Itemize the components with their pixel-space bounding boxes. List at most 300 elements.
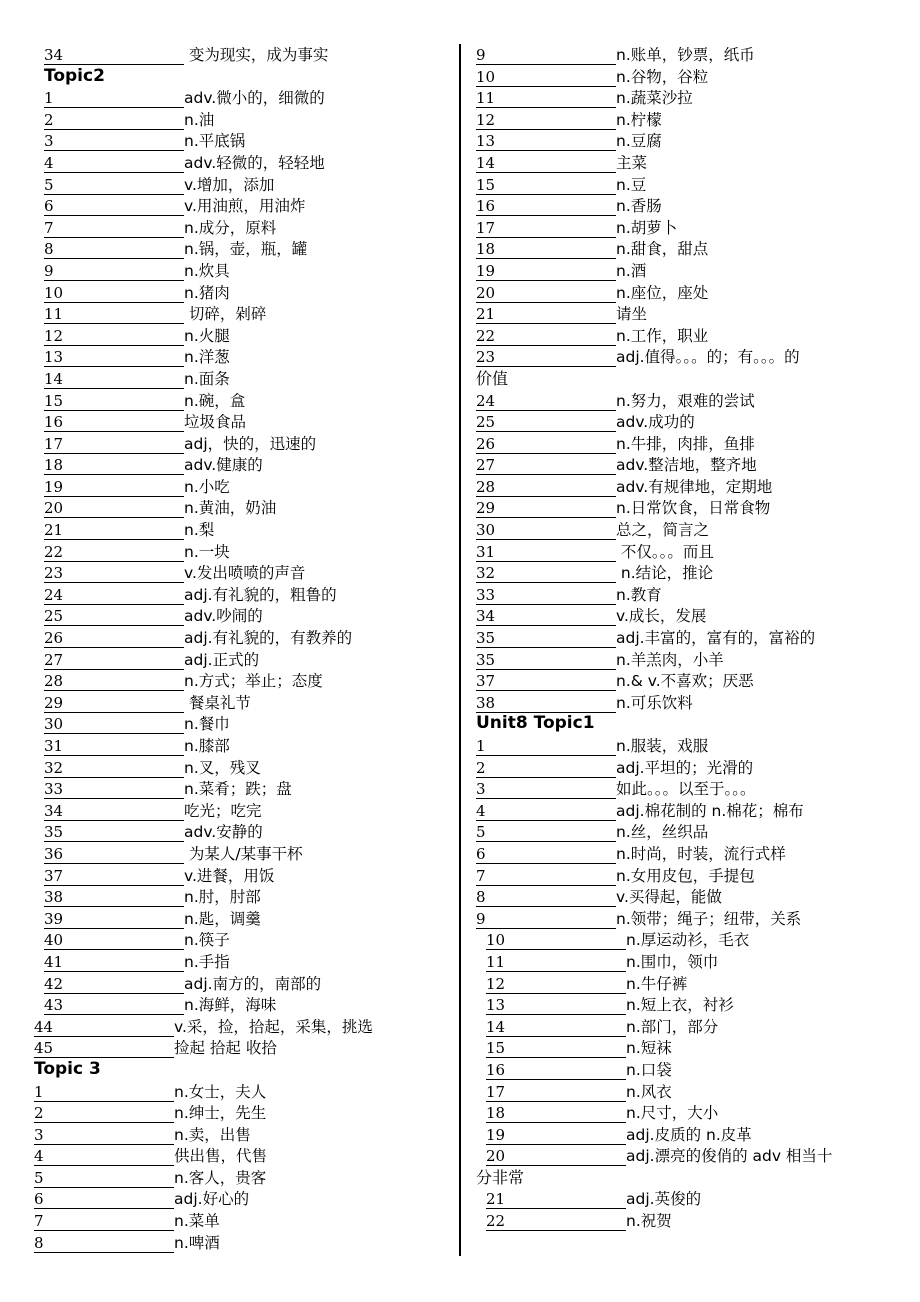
item-meaning: n.围巾，领巾	[626, 952, 719, 971]
item-meaning: n.可乐饮料	[616, 693, 693, 712]
item-number-blank: 5	[476, 824, 616, 842]
item-meaning: n.锅，壶，瓶，罐	[184, 240, 308, 259]
item-meaning: adj.棉花制的 n.棉花；棉布	[616, 801, 804, 820]
vocab-item	[476, 605, 876, 627]
vocab-item	[476, 886, 876, 908]
item-number-blank: 31	[44, 738, 184, 756]
item-number-blank: 1	[34, 1084, 174, 1102]
item-number-blank: 40	[44, 932, 184, 950]
vocab-item	[44, 238, 439, 260]
item-number-blank: 16	[44, 414, 184, 432]
vocab-item	[44, 627, 439, 649]
item-meaning: n.火腿	[184, 326, 230, 345]
item-meaning: n.方式；举止；态度	[184, 672, 323, 691]
item-meaning: n.领带；绳子；纽带，关系	[616, 909, 802, 928]
vocab-item	[34, 1210, 429, 1232]
vocab-item	[44, 670, 439, 692]
vocab-item	[476, 800, 876, 822]
item-number-blank: 4	[44, 155, 184, 173]
item-meaning: n.绅士，先生	[174, 1104, 267, 1123]
item-meaning: n.账单，钞票，纸币	[616, 46, 755, 64]
item-meaning: n.客人，贵客	[174, 1168, 267, 1187]
vocab-item	[34, 1037, 429, 1059]
item-meaning: n.成分，原料	[184, 218, 277, 237]
item-number-blank: 37	[476, 673, 616, 691]
item-number-blank: 30	[44, 716, 184, 734]
vocab-item	[44, 195, 439, 217]
item-meaning: n.短袜	[626, 1039, 672, 1058]
item-number-blank: 21	[44, 522, 184, 540]
item-number-blank: 6	[476, 846, 616, 864]
item-meaning: adv.安静的	[184, 823, 263, 842]
item-number-blank: 6	[34, 1191, 174, 1209]
item-number-blank: 30	[476, 522, 616, 540]
item-number-blank: 5	[44, 177, 184, 195]
vocab-item	[44, 843, 439, 865]
item-number-blank: 41	[44, 954, 184, 972]
item-meaning: n.肘，肘部	[184, 888, 261, 907]
item-meaning: 切碎，剁碎	[184, 305, 267, 324]
vocab-item	[486, 1102, 886, 1124]
item-number-blank: 38	[476, 695, 616, 713]
vocab-item	[476, 627, 876, 649]
item-number-blank: 21	[476, 306, 616, 324]
item-number-blank: 38	[44, 889, 184, 907]
item-number-blank: 21	[486, 1191, 626, 1209]
vocab-item	[44, 713, 439, 735]
item-number-blank: 18	[476, 241, 616, 259]
vocab-item	[44, 800, 439, 822]
right-column	[476, 44, 876, 1232]
item-number-blank: 9	[476, 47, 616, 65]
item-meaning: 请坐	[616, 305, 648, 324]
item-meaning: adv.整洁地，整齐地	[616, 456, 757, 475]
item-number-blank: 1	[476, 738, 616, 756]
item-number-blank: 17	[44, 436, 184, 454]
vocab-item	[486, 1124, 886, 1146]
item-meaning: v.进餐，用饭	[184, 866, 275, 885]
vocab-item	[476, 584, 876, 606]
item-number-blank: 11	[476, 90, 616, 108]
item-number-blank: 5	[34, 1170, 174, 1188]
item-number-blank: 20	[476, 285, 616, 303]
item-meaning: n.女士，夫人	[174, 1082, 267, 1101]
vocab-item	[476, 217, 876, 239]
item-number-blank: 19	[44, 479, 184, 497]
vocab-item	[486, 1081, 886, 1103]
item-number-blank: 44	[34, 1019, 174, 1037]
item-meaning: n.匙，调羹	[184, 909, 261, 928]
vocab-item	[44, 649, 439, 671]
item-number-blank: 25	[476, 414, 616, 432]
vocab-item	[44, 929, 439, 951]
item-meaning: adj.有礼貌的，有教养的	[184, 629, 353, 648]
item-meaning: n.猪肉	[184, 283, 230, 302]
item-meaning: n.小吃	[184, 477, 230, 496]
item-meaning: adj，快的，迅速的	[184, 434, 317, 453]
vocab-item	[476, 87, 876, 109]
item-meaning: 为某人/某事干杯	[184, 844, 303, 863]
vocab-item	[44, 757, 439, 779]
vocab-item	[476, 130, 876, 152]
vocab-item	[44, 325, 439, 347]
vocab-item	[476, 174, 876, 196]
item-meaning: 主菜	[616, 153, 648, 172]
vocab-item	[34, 1145, 429, 1167]
column-divider	[459, 44, 461, 1256]
vocab-item	[44, 908, 439, 930]
vocab-item	[44, 282, 439, 304]
item-number-blank: 28	[476, 479, 616, 497]
vocab-item	[44, 260, 439, 282]
item-number-blank: 2	[476, 760, 616, 778]
item-number-blank: 24	[44, 587, 184, 605]
item-meaning: n.服装，戏服	[616, 737, 709, 755]
item-number-blank: 35	[44, 824, 184, 842]
item-meaning: n.炊具	[184, 261, 230, 280]
item-meaning: adj.平坦的；光滑的	[616, 758, 754, 777]
item-meaning: adj.值得。。。的；有。。。的	[616, 348, 800, 367]
item-meaning: n.结论，推论	[616, 564, 714, 583]
item-number-blank: 19	[486, 1127, 626, 1145]
vocab-item	[44, 886, 439, 908]
item-number-blank: 10	[44, 285, 184, 303]
vocab-item	[44, 735, 439, 757]
item-meaning: n.柠檬	[616, 110, 662, 129]
vocab-item	[476, 757, 876, 779]
vocab-item	[486, 1059, 886, 1081]
vocab-item	[44, 865, 439, 887]
item-meaning: n.厚运动衫，毛衣	[626, 931, 750, 950]
vocab-item	[34, 1167, 429, 1189]
item-number-blank: 13	[486, 997, 626, 1015]
vocab-item	[476, 649, 876, 671]
item-meaning: n.祝贺	[626, 1212, 672, 1231]
vocab-item	[34, 1188, 429, 1210]
vocab-item	[476, 411, 876, 433]
vocab-item	[476, 497, 876, 519]
item-number-blank: 3	[476, 781, 616, 799]
vocab-item	[44, 821, 439, 843]
item-number-blank: 8	[34, 1235, 174, 1253]
vocab-item	[476, 670, 876, 692]
vocab-item	[486, 1210, 886, 1232]
vocab-item	[44, 217, 439, 239]
item-number-blank: 35	[476, 652, 616, 670]
section-heading: Topic2	[44, 65, 105, 86]
vocab-item	[34, 1016, 429, 1038]
item-number-blank: 17	[486, 1084, 626, 1102]
item-meaning: adv.有规律地，定期地	[616, 477, 773, 496]
vocab-item	[44, 368, 439, 390]
vocab-item	[476, 346, 876, 368]
item-meaning: adv.吵闹的	[184, 607, 263, 626]
item-number-blank: 3	[34, 1127, 174, 1145]
vocab-item	[476, 66, 876, 88]
vocab-item	[476, 541, 876, 563]
item-meaning: n.工作，职业	[616, 326, 709, 345]
item-number-blank: 24	[476, 393, 616, 411]
item-meaning: n.膝部	[184, 737, 230, 755]
vocab-item	[44, 390, 439, 412]
vocab-item	[476, 735, 876, 757]
item-meaning: adj.漂亮的俊俏的 adv 相当十	[626, 1147, 833, 1166]
item-meaning: n.牛仔裤	[626, 974, 688, 993]
vocab-item	[476, 325, 876, 347]
vocab-item	[44, 454, 439, 476]
vocab-item	[44, 152, 439, 174]
item-number-blank: 3	[44, 133, 184, 151]
item-meaning: adv.成功的	[616, 413, 695, 432]
item-number-blank: 36	[44, 846, 184, 864]
vocab-item	[44, 130, 439, 152]
item-number-blank: 34	[44, 803, 184, 821]
vocab-item	[486, 951, 886, 973]
item-number-blank: 14	[486, 1019, 626, 1037]
vocab-item	[476, 778, 876, 800]
item-meaning: n.海鲜，海味	[184, 996, 277, 1015]
vocab-item	[476, 303, 876, 325]
item-number-blank: 15	[476, 177, 616, 195]
vocab-item	[44, 303, 439, 325]
item-number-blank: 15	[44, 393, 184, 411]
item-number-blank: 23	[476, 349, 616, 367]
item-meaning: v.用油煎，用油炸	[184, 197, 306, 216]
vocab-item	[44, 433, 439, 455]
item-number-blank: 4	[476, 803, 616, 821]
vocab-item	[486, 929, 886, 951]
item-meaning: 总之，简言之	[616, 521, 710, 540]
vocab-item	[476, 692, 876, 714]
item-number-blank: 22	[486, 1213, 626, 1231]
vocab-item	[44, 497, 439, 519]
item-meaning: n.日常饮食，日常食物	[616, 499, 771, 518]
item-number-blank: 31	[476, 544, 616, 562]
item-meaning: v.发出喷喷的声音	[184, 564, 306, 583]
item-meaning: n.部门，部分	[626, 1017, 719, 1036]
item-meaning: 变为现实，成为事实	[184, 46, 329, 64]
vocab-item	[44, 994, 439, 1016]
item-number-blank: 33	[44, 781, 184, 799]
item-meaning: n.啤酒	[174, 1233, 220, 1252]
item-meaning: n.蔬菜沙拉	[616, 89, 693, 108]
vocab-item	[486, 1188, 886, 1210]
item-number-blank: 13	[44, 349, 184, 367]
item-meaning: n.短上衣，衬衫	[626, 996, 734, 1015]
item-number-blank: 23	[44, 565, 184, 583]
vocab-item	[44, 476, 439, 498]
item-number-blank: 16	[486, 1062, 626, 1080]
item-number-blank: 13	[476, 133, 616, 151]
item-number-blank: 17	[476, 220, 616, 238]
item-meaning: n.手指	[184, 952, 230, 971]
vocab-item	[476, 260, 876, 282]
item-number-blank: 27	[476, 457, 616, 475]
item-number-blank: 2	[44, 112, 184, 130]
item-number-blank: 26	[44, 630, 184, 648]
item-number-blank: 12	[486, 976, 626, 994]
vocab-item	[44, 44, 439, 66]
item-number-blank: 1	[44, 90, 184, 108]
item-meaning: v.采，捡，拾起，采集，挑选	[174, 1017, 373, 1036]
item-meaning: adj.丰富的，富有的，富裕的	[616, 629, 816, 648]
item-number-blank: 43	[44, 997, 184, 1015]
item-number-blank: 42	[44, 976, 184, 994]
vocab-item	[476, 562, 876, 584]
item-number-blank: 32	[476, 565, 616, 583]
item-meaning: n.谷物，谷粒	[616, 67, 709, 86]
item-meaning: adj.正式的	[184, 650, 260, 669]
item-meaning: n.胡萝卜	[616, 218, 678, 237]
item-meaning: n.风衣	[626, 1082, 672, 1101]
item-number-blank: 7	[44, 220, 184, 238]
item-meaning: n.豆	[616, 175, 647, 194]
item-meaning: v.成长，发展	[616, 607, 707, 626]
vocab-item	[486, 994, 886, 1016]
item-number-blank: 28	[44, 673, 184, 691]
item-number-blank: 27	[44, 652, 184, 670]
item-number-blank: 11	[44, 306, 184, 324]
item-meaning: n.& v.不喜欢；厌恶	[616, 672, 754, 691]
vocab-item	[476, 390, 876, 412]
item-meaning: n.女用皮包，手提包	[616, 866, 755, 885]
item-meaning: adv.健康的	[184, 456, 263, 475]
item-number-blank: 11	[486, 954, 626, 972]
item-meaning: adj.南方的，南部的	[184, 974, 322, 993]
vocab-item	[476, 519, 876, 541]
item-meaning: n.碗，盒	[184, 391, 246, 410]
vocab-item	[486, 1016, 886, 1038]
item-meaning: n.面条	[184, 369, 230, 388]
item-number-blank: 6	[44, 198, 184, 216]
item-meaning: adj.英俊的	[626, 1190, 702, 1209]
vocab-item	[476, 282, 876, 304]
item-meaning: adj.皮质的 n.皮革	[626, 1125, 752, 1144]
item-number-blank: 7	[476, 868, 616, 886]
continuation-line: 分非常	[476, 1167, 525, 1187]
item-meaning: v.买得起，能做	[616, 888, 722, 907]
vocab-item	[44, 562, 439, 584]
item-meaning: n.牛排，肉排，鱼排	[616, 434, 755, 453]
item-number-blank: 29	[44, 695, 184, 713]
item-meaning: 如此。。。以至于。。。	[616, 780, 756, 799]
vocab-item	[486, 973, 886, 995]
vocab-item	[34, 1081, 429, 1103]
vocab-item	[476, 152, 876, 174]
item-meaning: n.口袋	[626, 1060, 672, 1079]
item-number-blank: 33	[476, 587, 616, 605]
item-meaning: 捡起 拾起 收拾	[174, 1039, 277, 1058]
vocab-item	[476, 454, 876, 476]
item-meaning: n.座位，座处	[616, 283, 709, 302]
vocab-item	[476, 433, 876, 455]
item-meaning: n.努力，艰难的尝试	[616, 391, 755, 410]
item-meaning: adj.有礼貌的，粗鲁的	[184, 585, 337, 604]
vocab-item	[44, 519, 439, 541]
item-number-blank: 7	[34, 1213, 174, 1231]
vocab-item	[34, 1102, 429, 1124]
vocab-item	[34, 1232, 429, 1254]
continuation-line: 价值	[476, 368, 509, 388]
item-meaning: 不仅。。。而且	[616, 542, 714, 561]
item-number-blank: 15	[486, 1040, 626, 1058]
vocab-item	[44, 584, 439, 606]
item-meaning: n.菜单	[174, 1212, 220, 1231]
vocab-item	[44, 692, 439, 714]
item-meaning: n.叉，残叉	[184, 758, 261, 777]
item-meaning: n.餐巾	[184, 715, 230, 734]
item-number-blank: 20	[486, 1148, 626, 1166]
vocab-item	[44, 109, 439, 131]
section-heading: Topic 3	[34, 1058, 101, 1079]
vocab-item	[476, 238, 876, 260]
section-heading: Unit8 Topic1	[476, 713, 595, 734]
item-number-blank: 12	[476, 112, 616, 130]
item-meaning: n.筷子	[184, 931, 230, 950]
item-number-blank: 14	[476, 155, 616, 173]
item-number-blank: 8	[44, 241, 184, 259]
item-meaning: n.尺寸，大小	[626, 1104, 719, 1123]
item-meaning: n.时尚，时装，流行式样	[616, 844, 786, 863]
item-meaning: n.酒	[616, 261, 647, 280]
item-number-blank: 26	[476, 436, 616, 454]
vocab-item	[476, 109, 876, 131]
item-number-blank: 16	[476, 198, 616, 216]
item-meaning: n.梨	[184, 521, 215, 540]
item-meaning: 垃圾食品	[184, 413, 247, 432]
item-meaning: n.洋葱	[184, 348, 230, 367]
vocab-item	[486, 1145, 886, 1167]
item-number-blank: 34	[476, 608, 616, 626]
item-meaning: adj.好心的	[174, 1190, 250, 1209]
item-meaning: n.羊羔肉，小羊	[616, 650, 724, 669]
vocab-item	[476, 821, 876, 843]
vocab-item	[476, 44, 876, 66]
item-number-blank: 19	[476, 263, 616, 281]
item-meaning: n.丝，丝织品	[616, 823, 709, 842]
item-number-blank: 4	[34, 1148, 174, 1166]
vocab-item	[44, 346, 439, 368]
item-meaning: adv.轻微的，轻轻地	[184, 153, 325, 172]
vocab-item	[476, 195, 876, 217]
left-column	[34, 44, 439, 1253]
vocab-item	[476, 908, 876, 930]
item-number-blank: 34	[44, 47, 184, 65]
vocab-item	[44, 973, 439, 995]
item-number-blank: 32	[44, 760, 184, 778]
item-number-blank: 20	[44, 500, 184, 518]
vocab-item	[44, 87, 439, 109]
vocab-item	[44, 174, 439, 196]
vocab-item	[476, 843, 876, 865]
item-number-blank: 10	[476, 69, 616, 87]
item-number-blank: 2	[34, 1105, 174, 1123]
item-meaning: n.油	[184, 110, 215, 129]
item-number-blank: 39	[44, 911, 184, 929]
item-number-blank: 25	[44, 608, 184, 626]
vocab-item	[44, 605, 439, 627]
item-number-blank: 29	[476, 500, 616, 518]
vocab-item	[476, 476, 876, 498]
item-number-blank: 8	[476, 889, 616, 907]
item-meaning: 餐桌礼节	[184, 693, 251, 712]
item-number-blank: 18	[44, 457, 184, 475]
item-number-blank: 45	[34, 1040, 174, 1058]
item-meaning: n.教育	[616, 585, 662, 604]
vocab-item	[34, 1124, 429, 1146]
item-meaning: n.甜食，甜点	[616, 240, 709, 259]
item-meaning: n.香肠	[616, 197, 662, 216]
